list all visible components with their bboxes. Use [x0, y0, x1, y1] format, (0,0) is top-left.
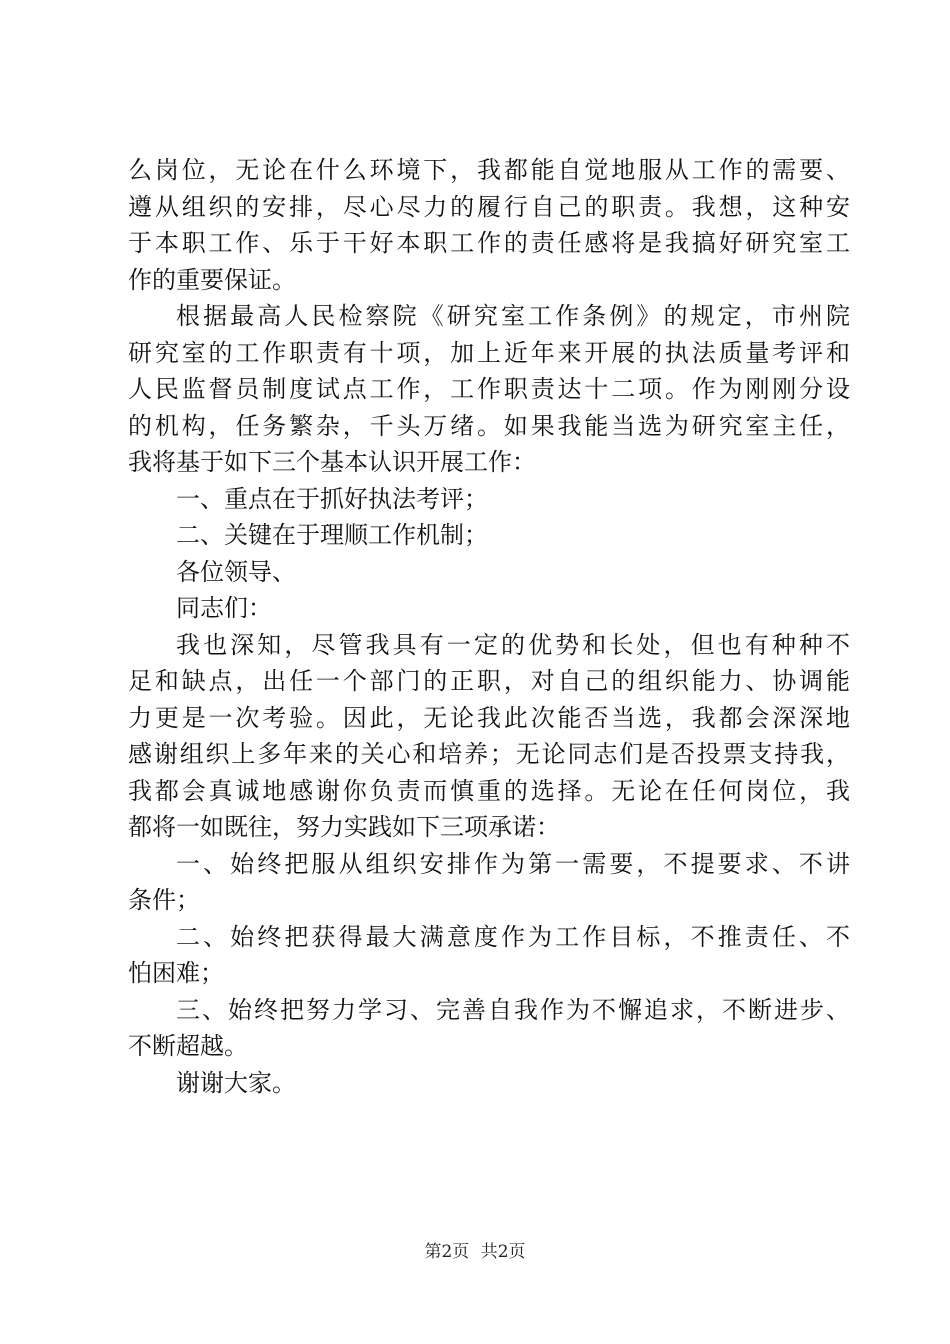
document-body	[128, 152, 850, 1101]
text-line: 一、重点在于抓好执法考评；	[176, 484, 488, 513]
text-line: 我也深知，尽管我具有一定的优势和长处，但也有种种不	[176, 630, 850, 659]
page-footer	[0, 1240, 950, 1264]
text-line: 根据最高人民检察院《研究室工作条例》的规定，市州院	[176, 302, 850, 330]
text-line: 我将基于如下三个基本认识开展工作：	[128, 448, 536, 476]
text-line: 二、关键在于理顺工作机制；	[176, 521, 488, 549]
text-line: 于本职工作、乐于干好本职工作的责任感将是我搞好研究室工	[128, 229, 850, 257]
text-line: 我都会真诚地感谢你负责而慎重的选择。无论在任何岗位，我	[128, 776, 850, 805]
text-line: 谢谢大家。	[176, 1068, 296, 1097]
text-line: 三、始终把努力学习、完善自我作为不懈追求，不断进步、	[176, 995, 850, 1024]
text-line: 研究室的工作职责有十项，加上近年来开展的执法质量考评和	[128, 338, 850, 367]
text-line: 二、始终把获得最大满意度作为工作目标，不推责任、不	[176, 922, 850, 951]
text-line: 的机构，任务繁杂，千头万绪。如果我能当选为研究室主任，	[128, 411, 850, 440]
text-line: 不断超越。	[128, 1032, 248, 1060]
text-line: 人民监督员制度试点工作，工作职责达十二项。作为刚刚分设	[128, 375, 850, 403]
text-line: 条件；	[128, 886, 200, 914]
text-line: 怕困难；	[128, 959, 224, 987]
text-line: 同志们：	[176, 594, 272, 622]
text-line: 感谢组织上多年来的关心和培养；无论同志们是否投票支持我，	[128, 740, 850, 768]
text-line: 遵从组织的安排，尽心尽力的履行自己的职责。我想，这种安	[128, 192, 850, 221]
text-line: 一、始终把服从组织安排作为第一需要，不提要求、不讲	[176, 849, 850, 878]
page-total: 共2页	[480, 1242, 526, 1262]
text-line: 足和缺点，出任一个部门的正职，对自己的组织能力、协调能	[128, 667, 850, 695]
text-line: 作的重要保证。	[128, 265, 296, 294]
text-line: 各位领导、	[176, 557, 296, 586]
text-line: 么岗位，无论在什么环境下，我都能自觉地服从工作的需要、	[128, 156, 850, 184]
text-line: 力更是一次考验。因此，无论我此次能否当选，我都会深深地	[128, 703, 850, 732]
page-number: 第2页	[424, 1242, 470, 1262]
text-line: 都将一如既往，努力实践如下三项承诺：	[128, 813, 560, 841]
